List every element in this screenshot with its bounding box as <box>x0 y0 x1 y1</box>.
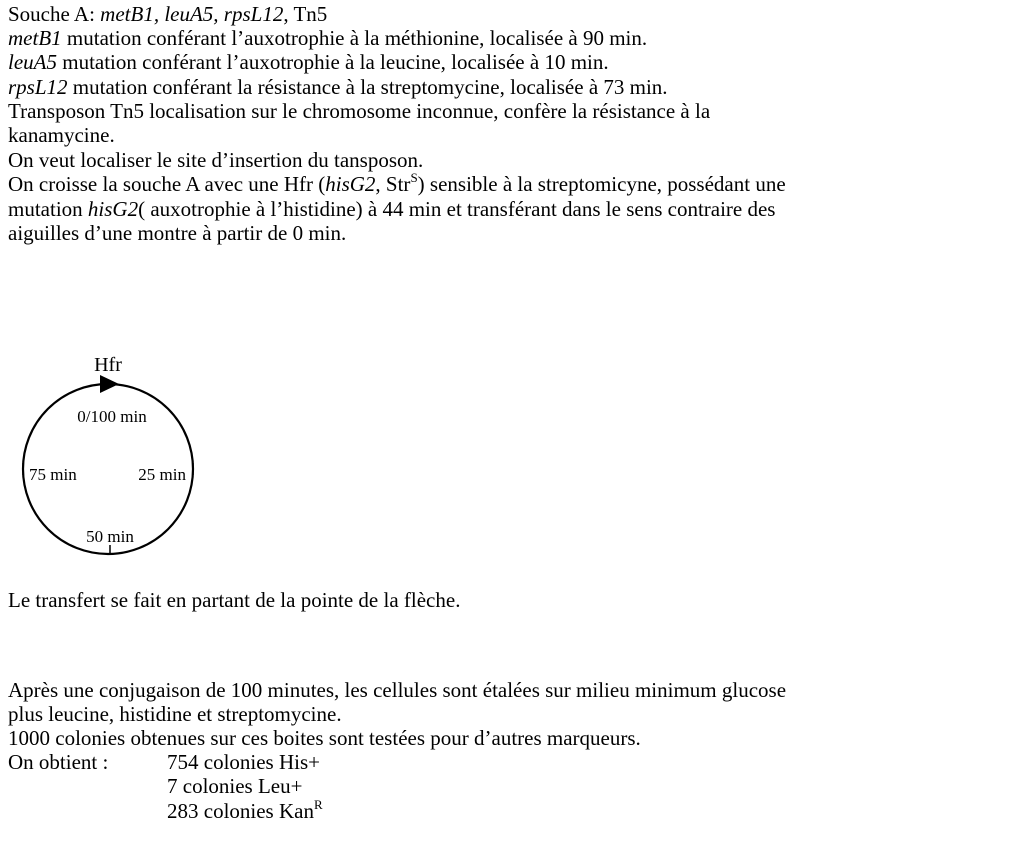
text: mutation conférant la résistance à la streptomycine, localisée à 73 min. <box>67 75 668 99</box>
transfer-arrow-icon <box>100 375 119 393</box>
result-leu: 7 colonies Leu+ <box>167 774 303 798</box>
result-kan <box>167 799 323 823</box>
rpsl12-line <box>8 75 668 99</box>
gene: hisG2 <box>325 172 376 196</box>
genotype: metB1, leuA5, rpsL12 <box>100 2 284 26</box>
gene: hisG2 <box>87 197 139 221</box>
text: On croisse la souche A avec une Hfr ( <box>8 172 326 196</box>
hfr-label: Hfr <box>94 354 122 376</box>
text: , Str <box>375 172 411 196</box>
text: , Tn5 <box>283 2 328 26</box>
gene: leuA5 <box>8 50 57 74</box>
metb1-line <box>8 26 647 50</box>
goal-line: On veut localiser le site d’insertion du tansposon. <box>8 148 424 172</box>
label-75: 75 min <box>29 465 77 484</box>
hfr-chromosome-diagram <box>0 340 220 560</box>
cross-line <box>8 172 786 196</box>
cross-line-3: aiguilles d’une montre à partir de 0 min. <box>8 221 347 245</box>
gene: rpsL12 <box>8 75 68 99</box>
text: ) sensible à la streptomicyne, possédant une <box>417 172 786 196</box>
text: 283 colonies Kan <box>167 799 314 823</box>
text: mutation conférant l’auxotrophie à la méthionine, localisée à 90 min. <box>61 26 648 50</box>
transposon-line: Transposon Tn5 localisation sur le chromosome inconnue, confère la résistance à la <box>8 99 711 123</box>
transposon-line-2: kanamycine. <box>8 123 115 147</box>
label-0-100: 0/100 min <box>77 407 147 426</box>
results-label: On obtient : <box>8 750 109 774</box>
superscript: S <box>410 170 418 185</box>
text: mutation conférant l’auxotrophie à la leucine, localisée à 10 min. <box>56 50 609 74</box>
results-line-1: Après une conjugaison de 100 minutes, les cellules sont étalées sur milieu minimum glucose <box>8 678 787 702</box>
leua5-line <box>8 50 609 74</box>
results-line-2: plus leucine, histidine et streptomycine. <box>8 702 342 726</box>
text: ( auxotrophie à l’histidine) à 44 min et transférant dans le sens contraire des <box>138 197 776 221</box>
gene: metB1 <box>8 26 62 50</box>
text: mutation <box>8 197 88 221</box>
strain-line <box>8 2 327 26</box>
result-his: 754 colonies His+ <box>167 750 320 774</box>
label-25: 25 min <box>138 465 186 484</box>
caption: Le transfert se fait en partant de la pointe de la flèche. <box>8 588 461 612</box>
cross-line-2 <box>8 197 775 221</box>
results-line-3: 1000 colonies obtenues sur ces boites sont testées pour d’autres marqueurs. <box>8 726 641 750</box>
superscript: R <box>313 797 323 812</box>
text: Souche A: <box>8 2 101 26</box>
label-50: 50 min <box>86 527 134 546</box>
